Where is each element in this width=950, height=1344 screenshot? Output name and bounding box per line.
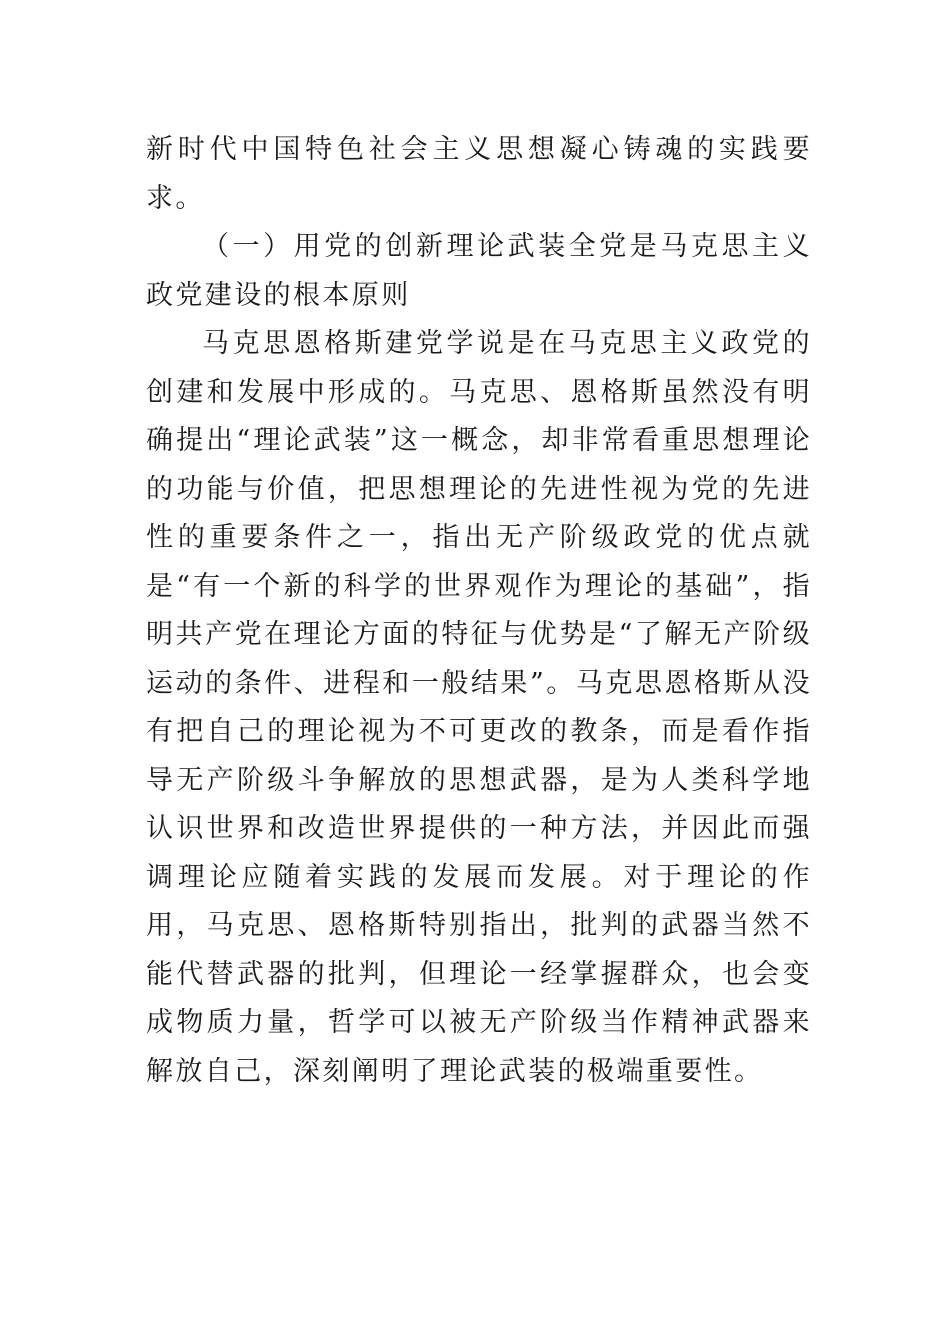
continued-paragraph: 新时代中国特色社会主义思想凝心铸魂的实践要求。 <box>146 134 812 214</box>
body-paragraph: 马克思恩格斯建党学说是在马克思主义政党的创建和发展中形成的。马克思、恩格斯虽然没有明确提出“理论武装”这一概念，却非常看重思想理论的功能与价值，把思想理论的先进性视为党的先进性的重要条件之一，指出无产阶级政党的优点就是“有一个新的科学的世界观作为理论的基础”，指明共产党在理论方面的特征与优势是“了解无产阶级运动的条件、进程和一般结果”。马克思恩格斯从没有把自己的理论视为不可更改的教条，而是看作指导无产阶级斗争解放的思想武器，是为人类科学地认识世界和改造世界提供的一种方法，并因此而强调理论应随着实践的发展而发展。对于理论的作用，马克思、恩格斯特别指出，批判的武器当然不能代替武器的批判，但理论一经掌握群众，也会变成物质力量，哲学可以被无产阶级当作精神武器来解放自己，深刻阐明了理论武装的极端重要性。 <box>146 328 812 1087</box>
section-heading: （一）用党的创新理论武装全党是马克思主义政党建设的根本原则 <box>146 231 812 311</box>
document-body <box>146 126 812 1096</box>
